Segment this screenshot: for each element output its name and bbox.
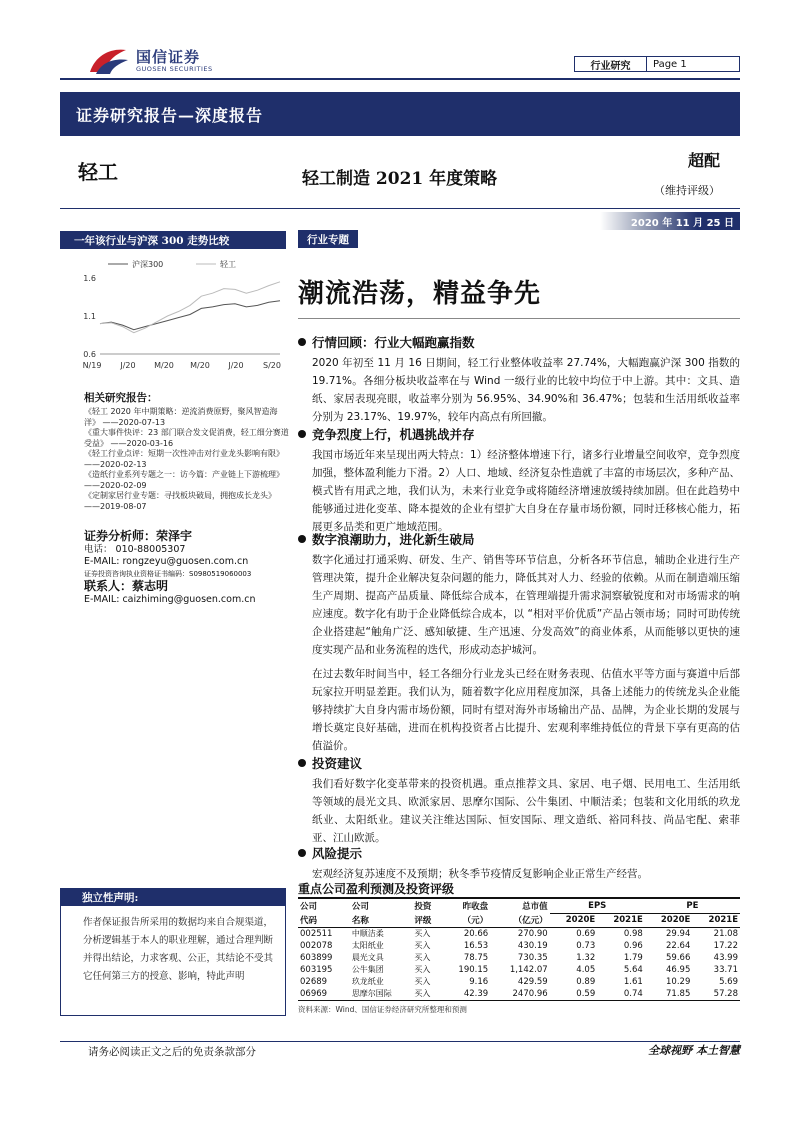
analyst-phone: 电话： 010-88005307	[84, 544, 186, 555]
header-tags	[574, 56, 740, 72]
table-row	[298, 964, 740, 976]
table-cell: 430.19	[517, 941, 548, 951]
x-tick-label: M/20	[190, 361, 210, 370]
table-cell: 46.95	[666, 965, 691, 975]
footer-disclaimer-note: 请务必阅读正文之后的免责条款部分	[88, 1046, 256, 1058]
bullet-icon	[298, 338, 306, 346]
col-header: 评级	[412, 913, 442, 928]
col-header: 名称	[350, 913, 413, 928]
section-heading: 数字浪潮助力，进化新生破局	[312, 532, 475, 547]
x-tick-label: J/20	[228, 361, 244, 370]
table-cell: 玖龙纸业	[351, 977, 384, 986]
analyst-name: 荣泽宇	[156, 529, 193, 543]
analyst-email[interactable]: E-MAIL: rongzeyu@guosen.com.cn	[84, 556, 249, 567]
table-cell: 买入	[414, 953, 431, 962]
bullet-icon	[298, 430, 306, 438]
table-cell: 29.94	[666, 929, 691, 939]
section-heading: 行情回顾：行业大幅跑赢指数	[312, 335, 475, 350]
sector-name: 轻工	[78, 160, 118, 184]
related-item[interactable]: 《重大事件快评：23 部门联合发文促消费，轻工细分赛道受益》 ——2020-03-16	[84, 428, 289, 448]
table-row	[298, 976, 740, 988]
headline: 潮流浩荡，精益争先	[298, 279, 542, 309]
contact-email[interactable]: E-MAIL: caizhiming@guosen.com.cn	[84, 594, 256, 605]
col-header: 昨收盘	[442, 898, 490, 913]
table-cell: 78.75	[463, 953, 489, 963]
y-tick-label: 1.1	[83, 312, 96, 321]
section-paragraph: 数字化通过打通采购、研发、生产、销售等环节信息，分析各环节信息，辅助企业进行生产管理决策，提升企业解决复杂问题的能力，降低其对人力、经验的依赖。从而在制造端压缩生产周期、提高产品质量、降低综合成本，在管理端提升需求洞察敏锐度和对市场需求的响应速度。数字化有助于企业降低综合成本，以 “相对平价优质”产品占领市场；同时可助传统企业搭建起“触角广泛、感知敏捷、生产迅速、分发高效”的商业体系，从而能够以更快的速度实现产品和业务流程的迭代，形成动态护城河。	[312, 554, 740, 656]
table-cell: 太阳纸业	[351, 941, 384, 950]
table-cell: 4.05	[576, 965, 596, 975]
legend-label: 轻工	[220, 260, 236, 269]
table-cell: 43.99	[713, 953, 738, 963]
table-cell: 思摩尔国际	[350, 988, 413, 1001]
footer-divider	[60, 1041, 740, 1042]
table-cell: 5.64	[623, 965, 643, 975]
table-cell: 买入	[414, 977, 431, 986]
table-cell: 10.29	[666, 977, 691, 987]
report-type-banner: 证券研究报告—深度报告	[60, 92, 740, 136]
col-header: 2020E	[550, 913, 598, 928]
related-item[interactable]: 《轻工行业点评：短期一次性冲击对行业龙头影响有限》 ——2020-02-13	[84, 449, 284, 469]
table-cell: 002511	[300, 929, 333, 939]
forecast-table	[298, 897, 740, 1001]
table-cell: 603195	[300, 965, 333, 975]
table-cell: 公牛集团	[351, 965, 384, 974]
section-heading: 竞争烈度上行，机遇挑战并存	[312, 427, 475, 442]
y-tick-label: 1.6	[83, 274, 96, 283]
series-line-1	[100, 282, 280, 333]
section-market-review	[298, 333, 740, 426]
table-source: 资料来源：Wind、国信证券经济研究所整理和预测	[298, 1005, 467, 1014]
report-category: 行业研究	[575, 57, 647, 71]
col-header: 代码	[298, 913, 350, 928]
section-paragraph: 2020 年初至 11 月 16 日期间，轻工行业整体收益率 27.74%，大幅跑赢沪深 300 指数的 19.71%。各细分板块收益率在与 Wind 一级行业的比较中均位于中上游。其中：文具、造纸、家居表现亮眼，收益率分别为 56.95%、34.90%和 36.47%；包装和生活用纸收益率分别为 23.17%、19.97%，较年内高点有所回撤。	[312, 357, 740, 423]
table-cell: 0.74	[597, 988, 645, 1001]
title-divider	[60, 208, 740, 209]
table-cell: 9.16	[469, 977, 489, 987]
header-divider	[60, 78, 740, 80]
table-cell: 买入	[414, 941, 431, 950]
col-header: 公司	[350, 898, 413, 913]
rating-note: （维持评级）	[654, 184, 720, 197]
related-heading: 相关研究报告：	[84, 392, 158, 404]
section-digital	[298, 530, 740, 755]
table-cell: 1.32	[576, 953, 596, 963]
table-cell: 730.35	[517, 953, 548, 963]
table-cell: 33.71	[713, 965, 738, 975]
table-row	[298, 928, 740, 941]
analyst-cert: 证券投资咨询执业资格证书编码：S0980519060003	[84, 570, 252, 578]
table-body	[298, 928, 740, 1001]
x-tick-label: J/20	[120, 361, 136, 370]
section-paragraph: 宏观经济复苏速度不及预期；秋冬季节疫情反复影响企业正常生产经营。	[312, 868, 648, 880]
table-cell: 06969	[298, 988, 350, 1001]
table-cell: 0.73	[576, 941, 596, 951]
table-cell: 002078	[300, 941, 333, 951]
col-header-eps: EPS	[550, 898, 645, 913]
table-cell: 22.64	[666, 941, 691, 951]
page-number: Page 1	[653, 58, 687, 70]
table-cell: 买入	[414, 965, 431, 974]
report-title: 轻工制造 2021 年度策略	[302, 169, 498, 189]
y-tick-label: 0.6	[83, 350, 96, 359]
analyst-label: 证券分析师：	[84, 529, 157, 543]
table-cell: 2470.96	[490, 988, 550, 1001]
related-item[interactable]: 《定制家居行业专题：寻找板块破局，拥抱成长龙头》 ——2019-08-07	[84, 491, 276, 511]
bullet-icon	[298, 849, 306, 857]
table-cell: 买入	[414, 929, 431, 938]
section-heading: 风险提示	[312, 846, 363, 861]
table-cell: 21.08	[713, 929, 738, 939]
table-row	[298, 952, 740, 964]
col-header: 投资	[412, 898, 442, 913]
x-tick-label: S/20	[263, 361, 281, 370]
table-cell: 16.53	[463, 941, 489, 951]
section-heading: 投资建议	[312, 756, 363, 771]
table-cell: 买入	[412, 988, 442, 1001]
col-header: 2021E	[692, 913, 740, 928]
table-cell: 71.85	[645, 988, 693, 1001]
company-logo	[86, 44, 246, 76]
table-cell: 1.79	[623, 953, 643, 963]
x-tick-label: M/20	[154, 361, 174, 370]
analyst-info	[84, 530, 294, 606]
table-cell: 晨光文具	[351, 953, 384, 962]
table-row	[298, 988, 740, 1001]
section-investment	[298, 754, 740, 847]
chart-heading: 一年该行业与沪深 300 走势比较	[60, 231, 286, 249]
footer-slogan: 全球视野 本土智慧	[648, 1044, 740, 1057]
table-cell: 1,142.07	[509, 965, 548, 975]
col-header: 2021E	[597, 913, 645, 928]
col-header: 2020E	[645, 913, 693, 928]
table-cell: 190.15	[458, 965, 489, 975]
table-cell: 429.59	[517, 977, 548, 987]
contact-label: 联系人：	[84, 579, 133, 593]
bullet-icon	[298, 535, 306, 543]
title-block	[292, 138, 740, 208]
related-item[interactable]: 《造纸行业系列专题之一：访今篇：产业链上下游梳理》 ——2020-02-09	[84, 470, 284, 490]
table-title: 重点公司盈利预测及投资评级	[298, 882, 455, 896]
guosen-logo-icon	[86, 44, 130, 76]
logo-text-cn: 国信证券	[136, 48, 201, 66]
table-cell: 603899	[300, 953, 333, 963]
table-cell: 0.98	[623, 929, 643, 939]
col-header: 总市值	[490, 898, 550, 913]
table-cell: 270.90	[517, 929, 548, 939]
table-cell: 17.22	[713, 941, 738, 951]
topic-tag: 行业专题	[298, 230, 358, 248]
col-header: （元）	[442, 913, 490, 928]
col-header-pe: PE	[645, 898, 740, 913]
section-risk	[298, 844, 740, 883]
logo-text-en: GUOSEN SECURITIES	[136, 65, 213, 73]
col-header: （亿元）	[490, 913, 550, 928]
trend-chart	[60, 250, 286, 380]
table-cell: 59.66	[666, 953, 691, 963]
trend-chart-svg	[60, 250, 286, 380]
bullet-icon	[298, 759, 306, 767]
table-cell: 42.39	[442, 988, 490, 1001]
headline-divider	[298, 318, 740, 319]
disclaimer-heading: 独立性声明:	[60, 888, 286, 906]
table-cell: 中顺洁柔	[351, 929, 384, 938]
report-date: 2020 年 11 月 25 日	[600, 212, 740, 230]
col-header: 公司	[298, 898, 350, 913]
x-tick-label: N/19	[82, 361, 102, 370]
legend-label: 沪深300	[132, 260, 164, 269]
section-paragraph: 我们看好数字化变革带来的投资机遇。重点推荐文具、家居、电子烟、民用电工、生活用纸等领域的晨光文具、欧派家居、思摩尔国际、公牛集团、中顺洁柔；包装和文化用纸的玖龙纸业、太阳纸业。建议关注维达国际、恒安国际、理文造纸、裕同科技、尚品宅配、索菲亚、江山欧派。	[312, 778, 740, 844]
contact-name: 蔡志明	[132, 579, 169, 593]
table-cell: 02689	[300, 977, 328, 987]
table-cell: 57.28	[692, 988, 740, 1001]
table-cell: 20.66	[463, 929, 489, 939]
table-cell: 0.59	[550, 988, 598, 1001]
table-row	[298, 940, 740, 952]
section-competition	[298, 425, 740, 536]
disclaimer-body: 作者保证报告所采用的数据均来自合规渠道，分析逻辑基于本人的职业理解，通过合理判断并得出结论，力求客观、公正，其结论不受其它任何第三方的授意、影响，特此声明	[60, 906, 286, 1016]
table-cell: 0.69	[576, 929, 596, 939]
related-item[interactable]: 《轻工 2020 年中期策略：逆流消费原野，聚风智造海洋》 ——2020-07-13	[84, 407, 278, 427]
section-paragraph: 在过去数年时间当中，轻工各细分行业龙头已经在财务表现、估值水平等方面与赛道中后部玩家拉开明显差距。我们认为，随着数字化应用程度加深，具备上述能力的传统龙头企业能够持续扩大自身内需市场份额，同时有望对海外市场输出产品、品牌，为企业长期的发展与增长奠定良好基础，进而在机构投资者占比提升、宏观利率维持低位的背景下享有更高的估值溢价。	[312, 668, 740, 752]
related-reports	[84, 390, 289, 512]
rating: 超配	[687, 151, 720, 170]
table-cell: 5.69	[719, 977, 738, 987]
section-paragraph: 我国市场近年来呈现出两大特点：1）经济整体增速下行，诸多行业增量空间收窄，竞争烈度加强，整体盈利能力下滑。2）人口、地域、经济复杂性造就了丰富的市场层次，多种产品、模式皆有用武之地，我们认为，未来行业竞争或将随经济增速放缓持续加剧。但在此趋势中能够通过进化变革、降本提效的企业有望扩大自身在存量市场份额，同时迁移核心能力，拓展更多品类和更广地域范围。	[312, 449, 740, 533]
table-cell: 0.96	[623, 941, 643, 951]
table-cell: 0.89	[576, 977, 596, 987]
table-cell: 1.61	[623, 977, 643, 987]
